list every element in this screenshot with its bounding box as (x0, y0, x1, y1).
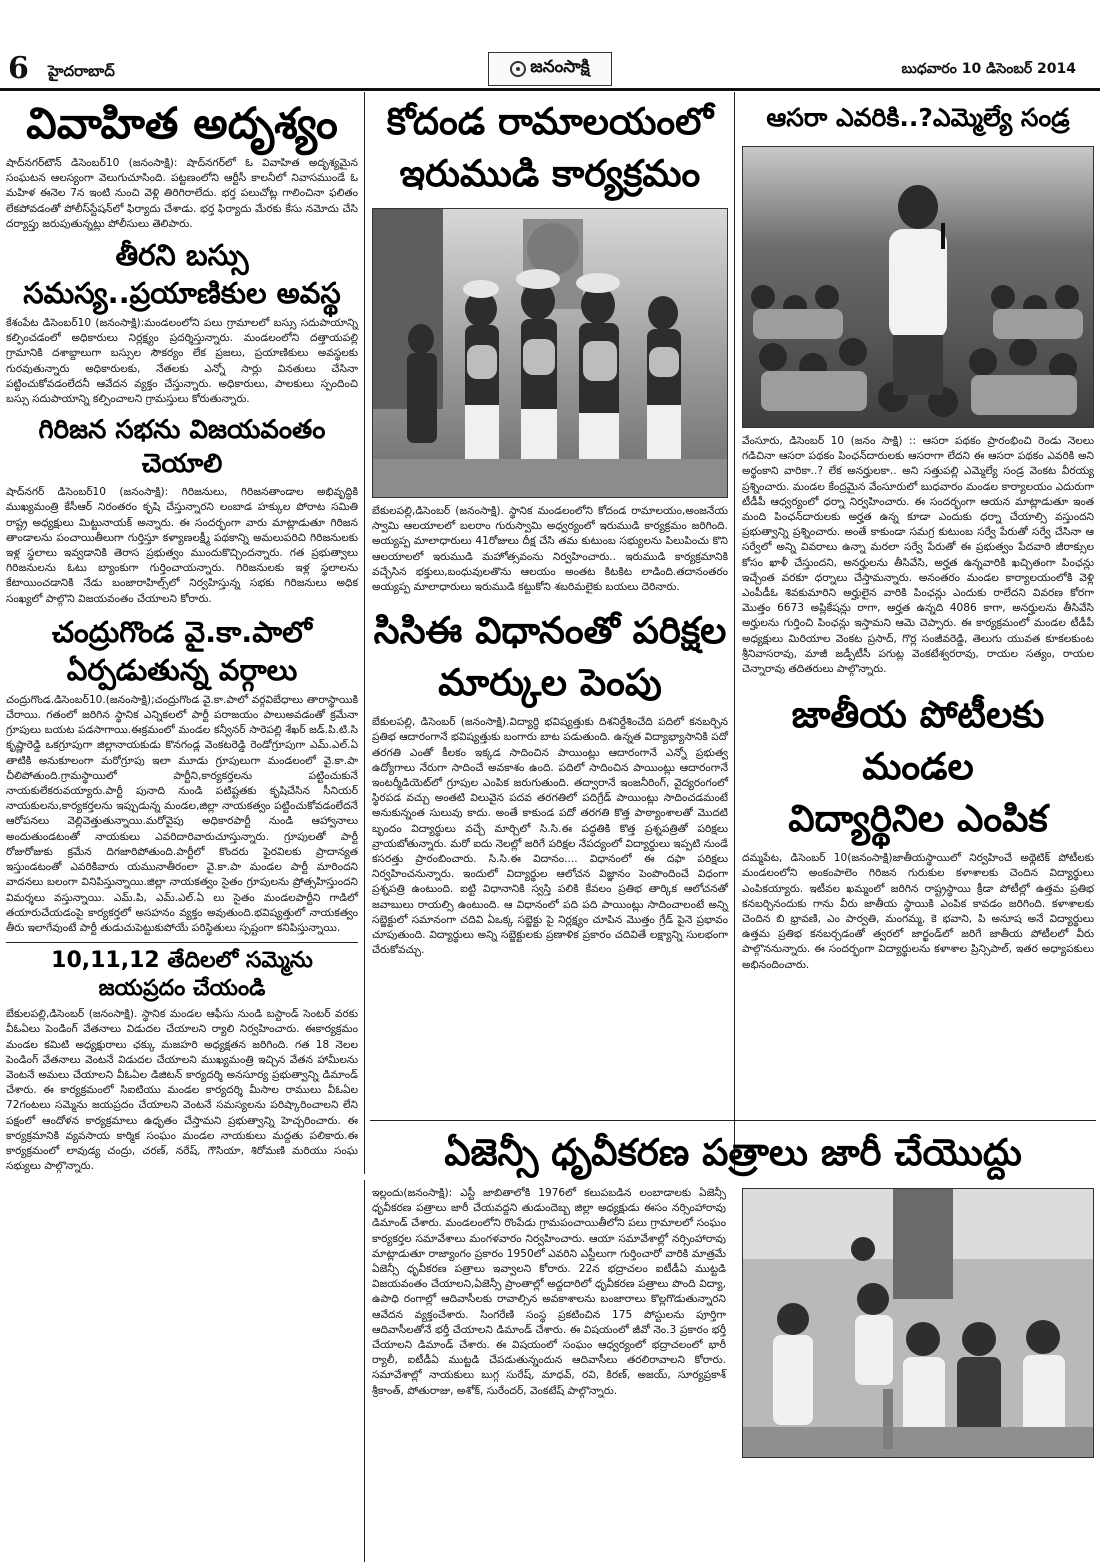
headline: వివాహిత అదృశ్యం (26, 99, 338, 149)
article-body: చంద్రుగొండ.డిసెంబర్10.(జనంసాక్షి);చంద్రుగొండ వై.కా.పాలో వర్గవిబేధాలు తారాస్థాయికి చేరాయి. గతంలో జరిగిన స్థానిక ఎన్నికలలో పార్టీ పరాజయం పాలుఅవడంతో క్రమేనా గ్రూపులు బయట పడసాగాయి.ఈక్రమంలో మండల కన్వీనర్ సారెపల్లి శేఖర్ జడ్.పి.టి.సి కృష్ణారెడ్డి ఒకగ్రూపుగా జిల్లానాయకుడు కొనగండ్ల వెంకటరెడ్డి రెండోగ్రూపుగా ఎమ్.ఎల్.ఏ తాటికి అనుకూలంగా మరోగ్రూపు ఇలా మూడు గ్రూపులుగా మండలంలో వై.కా.పా చీలిపోతుంది.గ్రామస్థాయిలో పార్టీని,కార్యకర్తలను పట్టించుకునే నాయకులేకరువయ్యారు.పార్టీ పునాది నుండి పటిష్టతకు కృషిచేసిన సీనియర్ నాయకులను,కార్యకర్తలను ఇప్పుడున్న మండల,జిల్లా నాయకత్వం పట్టించుకోవడంలేదనే ఆరోపనలు వెల్లివెత్తుతున్నాయి.మరోవైపు అధికారపార్టీ నుండి ఆహ్వానాలు అందుతుండటంతో నాయకులు ఎవరిదారివారుచూస్తున్నారు. గ్రూపులతో పార్టీ రోజురోజుకు క్రమేన దిగజారిపోతుంది.పార్టీలో కొందరు ఫైరవిలకు ప్రాదాన్యత ఇస్తుండటంతో ఎవరికివారు యమునాతీరంలా వై.కా.పా మండల పార్టీ మారిందని వాదనలు బలంగా వినిపిస్తున్నాయి.జిల్లా నాయకత్వం సైతం గ్రూపులను ప్రోత్సహిస్తుందని విమర్శలు వస్తున్నాయి. ఎమ్.పి, ఎమ్.ఎల్.ఏ లు సైతం మండలపార్టీని గాడిలో తయారుచేయడంపై కార్యకర్తలో అసహనం వ్యక్తం అవుతుంది.భవిష్యత్తులో నాయకత్వం తీరు ఇలాగేవుంటే పార్టీ తుడుచుపెట్టుకుపోయే పరిస్థితులు స్పష్టంగా కనిపిస్తున్నాయి. (6, 693, 358, 934)
headline: ఆసరా ఎవరికి..?ఎమ్మెల్యే సండ్ర (766, 103, 1070, 132)
headline: ఏజెన్సీ ధృవీకరణ పత్రాలు జారీ చేయొద్దు (444, 1131, 1022, 1174)
article-body: బేకులపల్లి,డిసెంబర్ (జనంసాక్షి). స్థానిక మండలంలోని కోదండ రామాలయం,అంజనేయ స్వామి ఆలయాలలో బలరాం గురుస్వామి అధ్వర్యంలో ఇరుముడి కార్యక్రమం జరిగింది. అయ్యప్ప మాలాధారులు 41రోజులు దీక్ష చేసి తమ కుటుంబ సభ్యులను పిలుపించు కొని ఆలయాలలో ఇరుముడి మహోత్సవంను నిర్వహించారు.. ఇరుముడి కార్యక్రమానికి వచ్చేసిన భక్తులు,బంధువులతొను ఆలయం అంతట కిటకిట లాడింది.తదానంతరం అయ్యప్ప మాలాధారులు ఇరుముడి కట్టుకోని శబరిమలైకు బయలు దెరినారు. (372, 505, 728, 594)
headline: 10,11,12 తేదిలలో సమ్మెను (51, 948, 313, 974)
page-header (0, 48, 1100, 88)
column-divider (734, 92, 735, 1174)
headline: జయప్రదం చేయండి (98, 976, 266, 1002)
news-photo (742, 1188, 1094, 1458)
article-body: బేకులపల్లి, డిసెంబర్ (జనంసాక్షి).విద్యార్ధి భవిష్యత్తుకు దిశనిర్దేశించేది పదిలో కనబర్చిన ప్రతిభ ఆదారంగానే భవిష్యత్తుకు బంగారు బాట పడుతుంది. ఉన్నత విద్యాభ్యాసానికి పదో తరగతి ఎంతో కీలకం ఇక్కడ సాదించిన పాయింట్లు ఆదారంగానే ఎన్నో ప్రభుత్వ ఉద్యోగాలు నేరుగా సాదించే అవకాశం ఉంది. పదిలో సాదించిన పాయింట్లు ఆదారంగానే ఇంటర్మీడియెట్‌లో గ్రూపుల ఎంపిక జరుగుతుంది. తద్వారానే ఇంజనీరింగ్, వైద్యరంగంలో స్థిరపడ వచ్చు అంతటి విలువైన పదవ తరగతిలో పదిగ్రేడ్ పాయింట్లు సాదించడమంటే అనుకున్నంత సులువు కాదు. అంతే కాకుండ పదో తరగతి కొత్త పాఠ్యాంశాలతో మొదటి బృందం విద్యార్థులు వచ్చే మార్చిలో సి.సి.ఈ పద్ధతికి కొత్త ప్రశ్నపత్రితో పరిక్షలు వ్రాయబోతున్నారు. మరో ఐదు నెలల్లో జరిగే పరిక్షల నేపద్యంలో విద్యార్థులు ఇప్పటి నుండే కసరత్తు ప్రారంబించారు. సి.సి.ఈ విదానం.... విధానంలో ఈ దఫా పరిక్షలు నిర్వహించనున్నారు. ఇందులో విద్యార్థుల ఆలోచన విజ్ఞానం పెంపొందించే విధంగా ప్రశ్నపత్రి ఉంటుంది. ఐట్టి విధానానికి స్వస్తి పలికి కేవలం ప్రతిభ తార్కిక ఆలోచనతో జవాబులు రాయల్సి ఉంటుంది. ఆ విధానంలో పది పది పాయింట్లు సాదించాలంటే అన్ని సబ్జెక్టులో సమానంగా చదివి ఏఒక్క సబ్జెక్టు పై నిర్లక్ష్యం చూపిన మొత్తం గ్రేడ్ పైనె ప్రభావం చూపుతుంది. విద్యార్థులు అన్ని సబ్జెక్టులకు ప్రణాళిక ప్రకారం చదివితే లక్ష్యాన్ని సులభంగా చేరుకోవచ్చు. (372, 716, 728, 957)
masthead-logo (488, 52, 612, 86)
column-1 (6, 96, 358, 1174)
mla-speech-photo (743, 147, 1094, 428)
article-body: షాద్‌నగర్‌టౌన్ డిసెంబర్10 (జనంసాక్షి): షాద్‌నగర్‌లో ఓ వివాహిత అదృశ్యమైన సంఘటన ఆలస్యంగా వెలుగుచూసింది. పట్టణంలోని ఆర్టీసీ కాలనీలో నివాసముండే ఓ మహిళ ఈనెల 7న ఇంటి నుంచి వెళ్లి తిరిగిరాలేదు. భర్త పలుచోట్ల గాలించినా ఫలితం లేకపోవడంతో పోలీస్‌స్టేషన్‌లో ఫిర్యాదు చేశాడు. భర్త ఫిర్యాదు మేరకు కేసు నమోదు చేసి దర్యాప్తు జరుపుతున్నట్లు పోలీసులు తెలిపారు. (6, 157, 358, 230)
headline: తీరని బస్సు (115, 238, 249, 273)
headline: గిరిజన సభను విజయవంతం చెయాలి (38, 415, 326, 480)
meeting-group-photo (743, 1189, 1094, 1458)
headline: సమస్య..ప్రయాణికుల అవస్థ (23, 276, 341, 311)
article-missing-woman (6, 96, 358, 232)
headline: విద్యార్థినిల ఎంపిక (788, 797, 1048, 841)
issue-date: బుధవారం 10 డిసెంబర్ 2014 (901, 61, 1076, 77)
article-national-sports (742, 689, 1094, 973)
article-strike (6, 947, 358, 1174)
temple-procession-photo (373, 209, 728, 498)
news-photo (372, 208, 728, 498)
column-3 (742, 96, 1094, 973)
article-cce-exams (372, 605, 728, 958)
headline: ఏర్పడుతున్న వర్గాలు (66, 652, 298, 687)
headline: సిసిఈ విధానంతో పరిక్షల (373, 609, 727, 653)
article-body: కేశంపేట డిసెంబర్10 (జనంసాక్షి):మండలంలోని పలు గ్రామాలలో బస్సు సదుపాయాన్ని కల్పించడంలో అధికారులు నిర్లక్ష్యం ప్రదర్శిస్తున్నారు. మండలంలోని దత్తాయపల్లి గ్రామానికి దశాబ్దాలుగా బస్సుల సౌకర్యం లేక ప్రజలు, ప్రయాణికులు అవస్థలకు గురవుతున్నారు అధికారులకు, నేతలకు ఎన్నో సార్లు వినతులు చేసినా పట్టించుకోవడంలేదనీ ఆవేదన వ్యక్తం చేస్తున్నారు. అధికారులు, పాలకులు స్పందించి బస్సు సదుపాయాన్ని కల్పించాలని గ్రామస్తులు కోరుతున్నారు. (6, 317, 358, 406)
article-body: వేంసూరు, డిసెంబర్ 10 (జనం సాక్షి) :: ఆసరా పథకం ప్రారంభించి రెండు నెలలు గడిచినా ఆసరా పథకం పింఛన్‌దారులకు ఆసరాగా లేదని ఈ ఆసరా పథకం ఎవరికి అని అర్థంకాని వారికా..? లేక అనర్హులకా.. అని సత్తుపల్లి ఎమ్మెల్యే సండ్ర వెంకట వీరయ్య ప్రశ్నించారు. మండల కేంద్రమైన వేంసూరులో బుధవారం మండల కార్యాలయం ఎదురుగా టీడీపీ ఆధ్వర్యంలో ధర్నా నిర్వహించారు. ఈ సందర్భంగా ఆయన మాట్లాడుతూ ఇంత మంది పింఛన్‌దారులకు అర్హత ఉన్న కూడా ఎందుకు ధర్నా చేయాల్సి వస్తుందని ప్రభుత్వాన్ని ప్రశ్నించారు. అంతే కాకుండా సమగ్ర కుటుంబ సర్వే పేరుతో సర్వే చేసినా ఆ సర్వేలో అన్ని వివరాలు ఉన్నా మరలా సర్వే పేరుతో ఈ ప్రభుత్వం పేదవారి జీరాక్సుల కోసం ఖాళీ చేస్తుందని, అనర్హులను తీసివేసి, అర్హత ఉన్నవారికి ఖచ్చితంగా పింఛన్లు ఇచ్చేంత వరకూ ధర్నాలు చేస్తామన్నారు. అనంతరం మండల కార్యాలయంలోకి వెళ్లి ఎంపీడీఓ శివకుమారిని అర్హులైన వారికి పింఛన్లు ఎందుకు రాలేదని వివరణ కోరగా మొత్తం 6673 అప్లికేషన్లు రాగా, అర్హత ఉన్నది 4086 కాగా, అనర్హులను తీసివేసి అర్హులను గుర్తించి పింఛన్లు ఇస్తామని ఆమె చెప్పారు. ఈ కార్యక్రమంలో మండల టీడీపీ అధ్యక్షులు మిరియాల వెంకట ప్రసాద్, గొర్ల సంజీవరెడ్డి, తెలుగు యువత కూకలకుంట శ్రీనివాసరావు, మాజీ జడ్పీటీసీ పగుట్ల వెంకటేశ్వరరావు, రాయల సత్యం, రాయల చెన్నారావు తదితరులు పాల్గొన్నారు. (742, 435, 1094, 676)
column-divider (364, 1180, 365, 1562)
article-body: షాద్‌నగర్ డిసెంబర్10 (జనంసాక్షి): గిరిజనులు, గిరిజనతాండాల అభివృద్ధికి ముఖ్యమంత్రి కేసీఆర్ నిరంతరం కృషి చేస్తున్నారని లంబాడ హక్కుల పోరాట సమితి రాష్ట్ర అధ్యక్షులు మిట్టునాయక్ అన్నారు. ఈ సందర్భంగా వారు మాట్లాడుతూ గిరిజన తాండాలను పంచాయితీలుగా గుర్తిస్తూ కళ్యాణలక్ష్మీ పథకాన్ని అమలుపరిచి గిరిజనులకు ఇళ్ల స్థలాలు ఇవ్వడానికి తెరాస ప్రభుత్వం ముందుకొచ్చిందన్నారు. గత ప్రభుత్వాలు గిరిజనులను ఓటు బ్యాంకుగా గుర్తించాయన్నారు. గిరిజనులకు ఇళ్ల స్థలాలను కేటాయించడానికి నేడు బంజారాహిల్స్‌లో నిర్వహిస్తున్న సభకు గిరిజనులు అధిక సంఖ్యలో పాల్గొని విజయవంతం చేయాలని కోరారు. (6, 486, 358, 605)
headline: కోదండ రామాలయంలో (386, 100, 714, 143)
headline: జాతీయ పోటీలకు మండల (791, 693, 1045, 789)
masthead-title: జనంసాక్షి (530, 57, 590, 77)
article-bus-problem (6, 236, 358, 407)
section-rule (6, 942, 358, 943)
article-ysrcp-groups (6, 613, 358, 936)
news-photo (742, 146, 1094, 428)
column-2 (372, 96, 728, 958)
column-divider (364, 92, 365, 1174)
article-irumudi (372, 96, 728, 595)
page-number: 6 (8, 51, 29, 86)
article-tribal-meeting (6, 413, 358, 607)
headline: ఇరుముడి కార్యక్రమం (399, 152, 701, 195)
edition-city: హైదరాబాద్ (48, 62, 115, 80)
section-rule (370, 1120, 1096, 1121)
article-body: బేకులపల్లి,డిసెంబర్ (జనంసాక్షి). స్థానిక మండల ఆఫీసు నుండి బస్టాండ్ సెంటర్ వరకు వీఓఏలు పెండింగ్ వేతనాలు విడుదల చేయాలని ర్యాలి నిర్వహించారు. ఈకార్యక్రమం మండల కమిటి అధ్యక్షురాలు ఛక్కు మజహరి అధ్యక్షతన జరిగింది. గత 18 నెలల పెండింగ్ వేతనాలు వెంటనే విడుదల చేయాలని ముఖ్యమంత్రి ఇచ్చిన వేతన హామీలను వెంటనే అమలు చేయాలని వీఓఏల డిజిటన్ కార్యదర్శి అనసూర్య ప్రభుత్వాన్ని డిమాండ్ చేశారు. ఈ కార్యక్రమంలో సిఐటియు మండల కార్యదర్శి మీసాల రాములు వీఓఏల 72గంటలు సమ్మెను జయప్రదం చేయాలని వెంటనే సమస్యలను పరిష్కారించాలని లేని పక్షంలో ఆందోళన కార్యక్రమాలు ఉధృతం చేస్తామని ప్రభుత్వాన్ని హెచ్చరించారు. ఈ కార్యక్రమానికి వ్యవసాయ కార్మిక సంఘం మండల నాయకులు మద్దతు పలికారు.ఈ కార్యక్రమంలో లావుడ్య చంద్రు, చరణ్, నరేష్, గౌసియా, శిరోమణి మరియు సంఘ సభ్యులు పాల్గొన్నారు. (6, 1008, 358, 1173)
headline: మార్కుల పెంపు (438, 661, 662, 705)
header-rule (0, 88, 1100, 91)
headline: చంద్రుగొండ వై.కా.పాలో (51, 614, 312, 649)
article-body: దమ్మపేట, డిసెంబర్ 10(జనంసాక్షి)జాతీయస్థాయిలో నిర్వహించే అథ్లెటిక్ పోటీలకు మండలంలోని అంకంపాలెం గిరిజన గురుకుల కళాశాలకు చెందిన విద్యార్థులు ఎంపికయ్యారు. ఇటీవల ఖమ్మంలో జరిగిన రాష్ట్రస్థాయి క్రీడా పోటీల్లో ఉత్తమ ప్రతిభ కనబర్చినందుకు గాను వీరు జాతీయ స్థాయికి ఎంపిక కావడం జరిగింది. కళాశాలకు చెందిన బి భ్రావణి, ఎం పార్వతి, మంగమ్మ, కె భవాని, పి అనూష అనే విద్యార్థులు ఉత్తమ ప్రతిభ కనబర్చడంతో త్వరలో జార్ఖండ్‌లో జరిగే జాతీయ పోటీలలో వీరు పాల్గొననున్నారు. ఈ సందర్భంగా విద్యార్థులను కళాశాల ప్రిన్సిపాల్, ఇతర అధ్యాపకులు అభినందించారు. (742, 852, 1094, 971)
article-aasara-mla (742, 96, 1094, 677)
logo-icon (510, 61, 526, 77)
article-body: ఇల్లందు(జనంసాక్షి): ఎస్టీ జాబితాలోకి 1976లో కలుపబడిన లంబాడాలకు ఏజెన్సీ ధృవీకరణ పత్రాలు జారీ చేయవద్దని తుడుందెబ్బ జిల్లా అధ్యక్షుడు ఈసం నర్సింహారావు డిమాండ్ చేశారు. మండలంలోని రొంపేడు గ్రామపంచాయితీలోని పలు గ్రామాలలో సంఘం కార్యకర్తల సమావేశాలు మంగళవారం నిర్వహించారు. ఆయా సమావేశాల్లో నర్సింహారావు మాట్లాడుతూ రాజ్యాంగం ప్రకారం 1950లో ఎవరిని ఎస్టీలుగా గుర్తించారో వారికి మాత్రమే ఏజెన్సీ ధృవీకరణ పత్రాలు ఇవ్వాలని కోరారు. 22న భద్రాచలం ఐటీడీఏ ముట్టడి విజయవంతం చేయాలని,ఏజెన్సీ ప్రాంతాల్లో అద్దదారిలో ధృవీకరణ పత్రాలు పొంది విద్యా, ఉపాధి రంగాల్లో ఆదివాసీలకు రావాల్సిన అవకాశాలను బంజారాలు కొల్లగొడుతున్నారని ఆవేదన వ్యక్తంచేశారు. సింగరేణి సంస్థ ప్రకటించిన 175 పోస్టులను పూర్తిగా ఆదివాసీలతోనే భర్తీ చేయాలని డిమాండ్ చేశారు. ఈ విషయంలో జీవో నెం.3 ప్రకారం భర్తీ చేయాలని డిమాండ్ చేశారు. ఈ విషయంలో సంఘం ఆధ్వర్యంలో భద్రాచలంలో భారీ ర్యాలీ, ఐటీడీఏ ముట్టడి చేపడుతున్నందున ఆదివాసీలు తరలిరావాలని కోరారు. సమావేశాల్లో నాయకులు బుగ్గ సురేష్, మాధవ్, రవి, కిరణ్, అజయ్, సూర్యప్రకాశ్ శ్రీకాంత్, పోతురాజు, అశోక్, సురేందర్, వెంకటేష్ పాల్గొన్నారు. (372, 1187, 726, 1397)
